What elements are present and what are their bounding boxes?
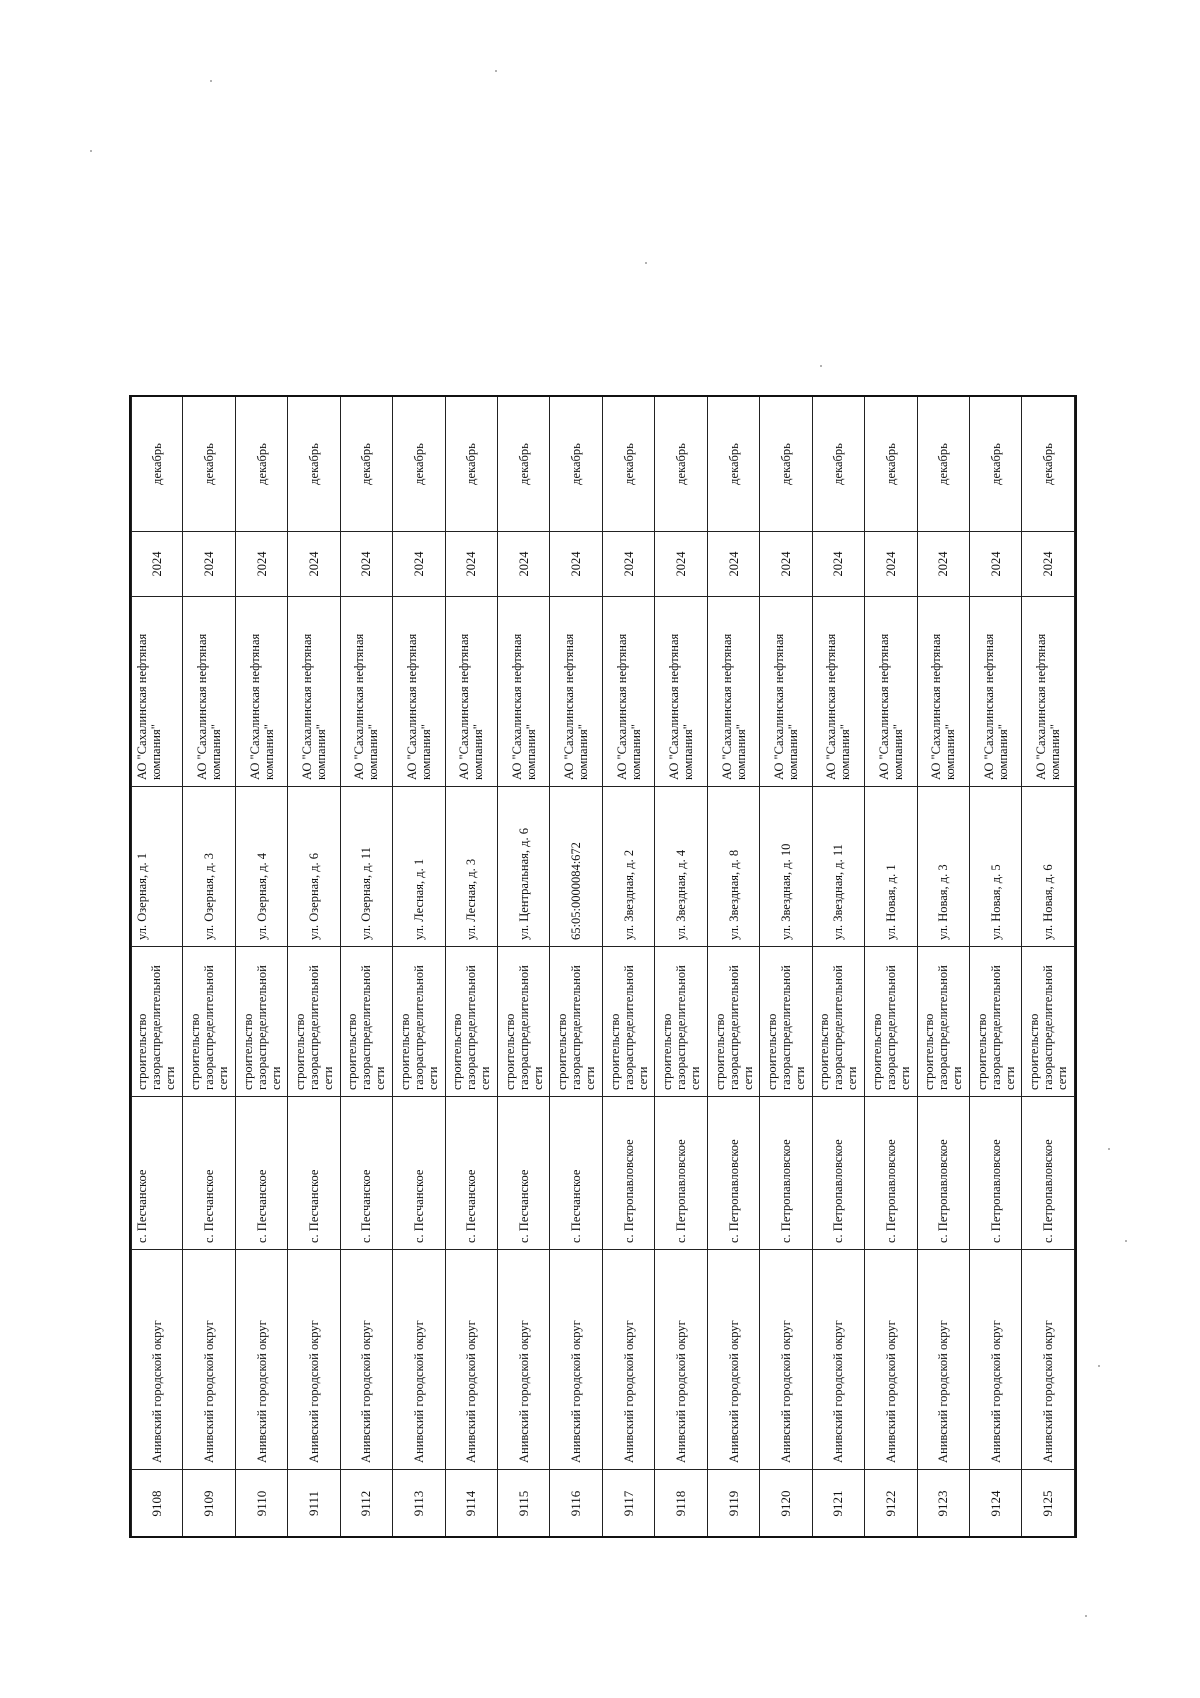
work-type-cell: строительство газораспределительной сети: [132, 947, 183, 1097]
year-cell: 2024: [865, 532, 917, 597]
organization-cell: АО "Сахалинская нефтяная компания": [969, 597, 1021, 787]
work-type-cell: строительство газораспределительной сети: [340, 947, 392, 1097]
year-cell: 2024: [602, 532, 654, 597]
work-type-cell: строительство газораспределительной сети: [969, 947, 1021, 1097]
address-cell: ул. Звездная, д. 2: [602, 787, 654, 947]
organization-cell: АО "Сахалинская нефтяная компания": [445, 597, 497, 787]
month-cell: декабрь: [812, 397, 864, 532]
table-row: [132, 397, 183, 1538]
year-cell: 2024: [393, 532, 445, 597]
municipality-cell: Анивский городской округ: [865, 1250, 917, 1470]
month-cell: декабрь: [498, 397, 550, 532]
municipality-cell: Анивский городской округ: [498, 1250, 550, 1470]
table-row: [288, 397, 340, 1538]
locality-cell: с. Петропавловское: [760, 1097, 812, 1250]
address-cell: ул. Звездная, д. 8: [707, 787, 759, 947]
row-number: 9122: [865, 1470, 917, 1538]
locality-cell: с. Петропавловское: [865, 1097, 917, 1250]
row-number: 9108: [132, 1470, 183, 1538]
organization-cell: АО "Сахалинская нефтяная компания": [602, 597, 654, 787]
locality-cell: с. Песчанское: [183, 1097, 235, 1250]
row-number: 9120: [760, 1470, 812, 1538]
municipality-cell: Анивский городской округ: [235, 1250, 287, 1470]
organization-cell: АО "Сахалинская нефтяная компания": [235, 597, 287, 787]
organization-cell: АО "Сахалинская нефтяная компания": [760, 597, 812, 787]
row-number: 9119: [707, 1470, 759, 1538]
locality-cell: с. Песчанское: [340, 1097, 392, 1250]
locality-cell: с. Петропавловское: [602, 1097, 654, 1250]
organization-cell: АО "Сахалинская нефтяная компания": [498, 597, 550, 787]
work-type-cell: строительство газораспределительной сети: [445, 947, 497, 1097]
row-number: 9112: [340, 1470, 392, 1538]
month-cell: декабрь: [393, 397, 445, 532]
month-cell: декабрь: [707, 397, 759, 532]
address-cell: ул. Озерная, д. 6: [288, 787, 340, 947]
row-number: 9124: [969, 1470, 1021, 1538]
scan-speck: [1108, 1148, 1110, 1150]
scan-speck: [210, 80, 212, 82]
month-cell: декабрь: [865, 397, 917, 532]
year-cell: 2024: [288, 532, 340, 597]
row-number: 9125: [1022, 1470, 1075, 1538]
month-cell: декабрь: [550, 397, 602, 532]
locality-cell: с. Петропавловское: [655, 1097, 707, 1250]
row-number: 9111: [288, 1470, 340, 1538]
row-number: 9115: [498, 1470, 550, 1538]
municipality-cell: Анивский городской округ: [445, 1250, 497, 1470]
locality-cell: с. Песчанское: [132, 1097, 183, 1250]
municipality-cell: Анивский городской округ: [132, 1250, 183, 1470]
year-cell: 2024: [707, 532, 759, 597]
locality-cell: с. Петропавловское: [1022, 1097, 1075, 1250]
address-cell: ул. Озерная, д. 4: [235, 787, 287, 947]
table-row: [865, 397, 917, 1538]
work-type-cell: строительство газораспределительной сети: [812, 947, 864, 1097]
organization-cell: АО "Сахалинская нефтяная компания": [288, 597, 340, 787]
month-cell: декабрь: [132, 397, 183, 532]
year-cell: 2024: [550, 532, 602, 597]
table-row: [707, 397, 759, 1538]
row-number: 9109: [183, 1470, 235, 1538]
row-number: 9116: [550, 1470, 602, 1538]
organization-cell: АО "Сахалинская нефтяная компания": [183, 597, 235, 787]
organization-cell: АО "Сахалинская нефтяная компания": [132, 597, 183, 787]
month-cell: декабрь: [445, 397, 497, 532]
municipality-cell: Анивский городской округ: [183, 1250, 235, 1470]
locality-cell: с. Песчанское: [445, 1097, 497, 1250]
row-number: 9110: [235, 1470, 287, 1538]
year-cell: 2024: [812, 532, 864, 597]
month-cell: декабрь: [969, 397, 1021, 532]
work-type-cell: строительство газораспределительной сети: [235, 947, 287, 1097]
table-row: [393, 397, 445, 1538]
work-type-cell: строительство газораспределительной сети: [393, 947, 445, 1097]
work-type-cell: строительство газораспределительной сети: [602, 947, 654, 1097]
organization-cell: АО "Сахалинская нефтяная компания": [812, 597, 864, 787]
municipality-cell: Анивский городской округ: [917, 1250, 969, 1470]
locality-cell: с. Песчанское: [550, 1097, 602, 1250]
scan-speck: [1085, 1615, 1087, 1617]
work-type-cell: строительство газораспределительной сети: [288, 947, 340, 1097]
address-cell: ул. Звездная, д. 11: [812, 787, 864, 947]
organization-cell: АО "Сахалинская нефтяная компания": [550, 597, 602, 787]
year-cell: 2024: [132, 532, 183, 597]
organization-cell: АО "Сахалинская нефтяная компания": [917, 597, 969, 787]
table-row: [340, 397, 392, 1538]
address-cell: ул. Новая, д. 3: [917, 787, 969, 947]
table-row: [550, 397, 602, 1538]
table-row: [183, 397, 235, 1538]
month-cell: декабрь: [288, 397, 340, 532]
scan-speck: [1098, 1365, 1100, 1367]
table-body: [132, 397, 1075, 1538]
month-cell: декабрь: [917, 397, 969, 532]
year-cell: 2024: [655, 532, 707, 597]
rotated-document-table: [129, 395, 1077, 1538]
municipality-cell: Анивский городской округ: [812, 1250, 864, 1470]
row-number: 9114: [445, 1470, 497, 1538]
address-cell: ул. Новая, д. 1: [865, 787, 917, 947]
organization-cell: АО "Сахалинская нефтяная компания": [1022, 597, 1075, 787]
locality-cell: с. Петропавловское: [969, 1097, 1021, 1250]
address-cell: ул. Лесная, д. 3: [445, 787, 497, 947]
address-cell: ул. Озерная, д. 11: [340, 787, 392, 947]
work-type-cell: строительство газораспределительной сети: [760, 947, 812, 1097]
address-cell: ул. Новая, д. 6: [1022, 787, 1075, 947]
year-cell: 2024: [969, 532, 1021, 597]
row-number: 9118: [655, 1470, 707, 1538]
month-cell: декабрь: [1022, 397, 1075, 532]
year-cell: 2024: [445, 532, 497, 597]
month-cell: декабрь: [340, 397, 392, 532]
table-row: [498, 397, 550, 1538]
table-row: [445, 397, 497, 1538]
scan-speck: [495, 70, 497, 72]
address-cell: ул. Звездная, д. 4: [655, 787, 707, 947]
municipality-cell: Анивский городской округ: [288, 1250, 340, 1470]
locality-cell: с. Песчанское: [235, 1097, 287, 1250]
municipality-cell: Анивский городской округ: [602, 1250, 654, 1470]
month-cell: декабрь: [602, 397, 654, 532]
table-row: [760, 397, 812, 1538]
year-cell: 2024: [183, 532, 235, 597]
work-type-cell: строительство газораспределительной сети: [655, 947, 707, 1097]
work-type-cell: строительство газораспределительной сети: [550, 947, 602, 1097]
year-cell: 2024: [760, 532, 812, 597]
table-row: [917, 397, 969, 1538]
address-cell: ул. Центральная, д. 6: [498, 787, 550, 947]
table-row: [602, 397, 654, 1538]
table-row: [655, 397, 707, 1538]
municipality-cell: Анивский городской округ: [707, 1250, 759, 1470]
municipality-cell: Анивский городской округ: [655, 1250, 707, 1470]
organization-cell: АО "Сахалинская нефтяная компания": [707, 597, 759, 787]
address-cell: ул. Новая, д. 5: [969, 787, 1021, 947]
work-type-cell: строительство газораспределительной сети: [183, 947, 235, 1097]
scan-speck: [90, 150, 92, 152]
scan-speck: [645, 262, 647, 264]
table-row: [969, 397, 1021, 1538]
municipality-cell: Анивский городской округ: [969, 1250, 1021, 1470]
year-cell: 2024: [498, 532, 550, 597]
locality-cell: с. Петропавловское: [812, 1097, 864, 1250]
year-cell: 2024: [340, 532, 392, 597]
municipality-cell: Анивский городской округ: [340, 1250, 392, 1470]
work-type-cell: строительство газораспределительной сети: [865, 947, 917, 1097]
municipality-cell: Анивский городской округ: [393, 1250, 445, 1470]
work-type-cell: строительство газораспределительной сети: [707, 947, 759, 1097]
address-cell: ул. Лесная, д. 1: [393, 787, 445, 947]
organization-cell: АО "Сахалинская нефтяная компания": [655, 597, 707, 787]
row-number: 9117: [602, 1470, 654, 1538]
work-type-cell: строительство газораспределительной сети: [917, 947, 969, 1097]
month-cell: декабрь: [235, 397, 287, 532]
table-row: [1022, 397, 1075, 1538]
locality-cell: с. Песчанское: [393, 1097, 445, 1250]
year-cell: 2024: [917, 532, 969, 597]
locality-cell: с. Петропавловское: [917, 1097, 969, 1250]
year-cell: 2024: [235, 532, 287, 597]
locality-cell: с. Песчанское: [288, 1097, 340, 1250]
row-number: 9113: [393, 1470, 445, 1538]
address-cell: ул. Звездная, д. 10: [760, 787, 812, 947]
row-number: 9123: [917, 1470, 969, 1538]
municipality-cell: Анивский городской округ: [550, 1250, 602, 1470]
work-type-cell: строительство газораспределительной сети: [1022, 947, 1075, 1097]
organization-cell: АО "Сахалинская нефтяная компания": [865, 597, 917, 787]
month-cell: декабрь: [655, 397, 707, 532]
table-row: [235, 397, 287, 1538]
municipality-cell: Анивский городской округ: [760, 1250, 812, 1470]
locality-cell: с. Петропавловское: [707, 1097, 759, 1250]
month-cell: декабрь: [760, 397, 812, 532]
table-rotation-frame: [131, 397, 1075, 1538]
table-row: [812, 397, 864, 1538]
address-cell: ул. Озерная, д. 3: [183, 787, 235, 947]
organization-cell: АО "Сахалинская нефтяная компания": [340, 597, 392, 787]
row-number: 9121: [812, 1470, 864, 1538]
scan-speck: [820, 365, 822, 367]
address-cell: 65:05:0000084:672: [550, 787, 602, 947]
work-type-cell: строительство газораспределительной сети: [498, 947, 550, 1097]
locality-cell: с. Песчанское: [498, 1097, 550, 1250]
address-cell: ул. Озерная, д. 1: [132, 787, 183, 947]
gasification-schedule-table: [131, 396, 1075, 1538]
municipality-cell: Анивский городской округ: [1022, 1250, 1075, 1470]
year-cell: 2024: [1022, 532, 1075, 597]
scan-speck: [1125, 1240, 1127, 1242]
month-cell: декабрь: [183, 397, 235, 532]
organization-cell: АО "Сахалинская нефтяная компания": [393, 597, 445, 787]
